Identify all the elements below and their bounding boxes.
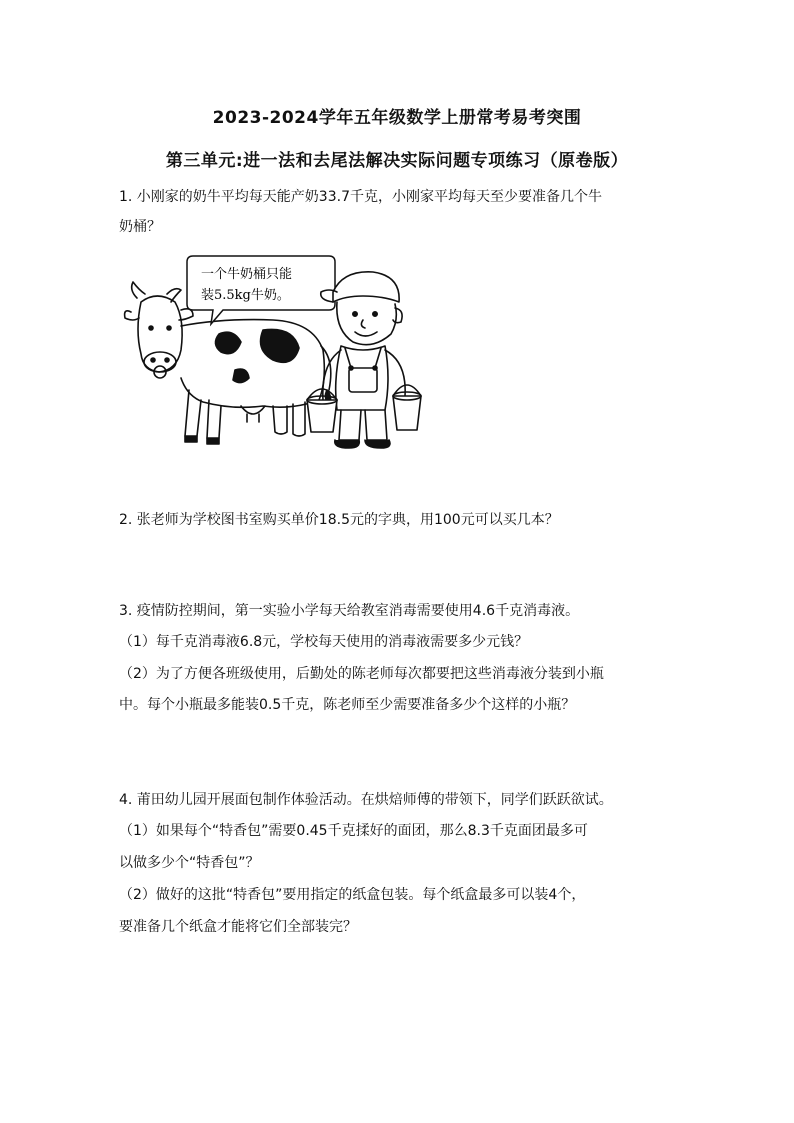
bubble-line-1: 一个牛奶桶只能 — [201, 267, 293, 282]
question-4-line-1: 4. 莆田幼儿园开展面包制作体验活动。在烘焙师傅的带领下，同学们跃跃欲试。 — [119, 792, 613, 808]
page-subtitle: 第三单元:进一法和去尾法解决实际问题专项练习（原卷版） — [165, 151, 629, 171]
question-4-line-3: 以做多少个“特香包”？ — [119, 855, 260, 871]
page-title: 2023-2024学年五年级数学上册常考易考突围 — [212, 108, 582, 128]
cow-and-farmer-illustration — [123, 250, 423, 460]
question-3-line-2: （1）每千克消毒液6.8元，学校每天使用的消毒液需要多少元钱？ — [119, 634, 529, 650]
question-2-line-1: 2. 张老师为学校图书室购买单价18.5元的字典，用100元可以买几本？ — [119, 512, 559, 528]
question-3-line-4: 中。每个小瓶最多能装0.5千克，陈老师至少需要准备多少个这样的小瓶？ — [119, 697, 576, 713]
question-3-line-3: （2）为了方便各班级使用，后勤处的陈老师每次都要把这些消毒液分装到小瓶 — [119, 666, 604, 682]
question-4-line-5: 要准备几个纸盒才能将它们全部装完？ — [119, 919, 357, 935]
speech-bubble — [187, 256, 335, 324]
question-4-line-2: （1）如果每个“特香包”需要0.45千克揉好的面团，那么8.3千克面团最多可 — [119, 823, 588, 839]
question-1-line-1: 1. 小刚家的奶牛平均每天能产奶33.7千克，小刚家平均每天至少要准备几个牛 — [119, 189, 602, 205]
question-3-line-1: 3. 疫情防控期间，第一实验小学每天给教室消毒需要使用4.6千克消毒液。 — [119, 603, 580, 619]
bubble-line-2: 装5.5kg牛奶。 — [201, 288, 290, 303]
question-1-line-2: 奶桶？ — [119, 219, 161, 235]
question-4-line-4: （2）做好的这批“特香包”要用指定的纸盒包装。每个纸盒最多可以装4个， — [119, 887, 586, 903]
